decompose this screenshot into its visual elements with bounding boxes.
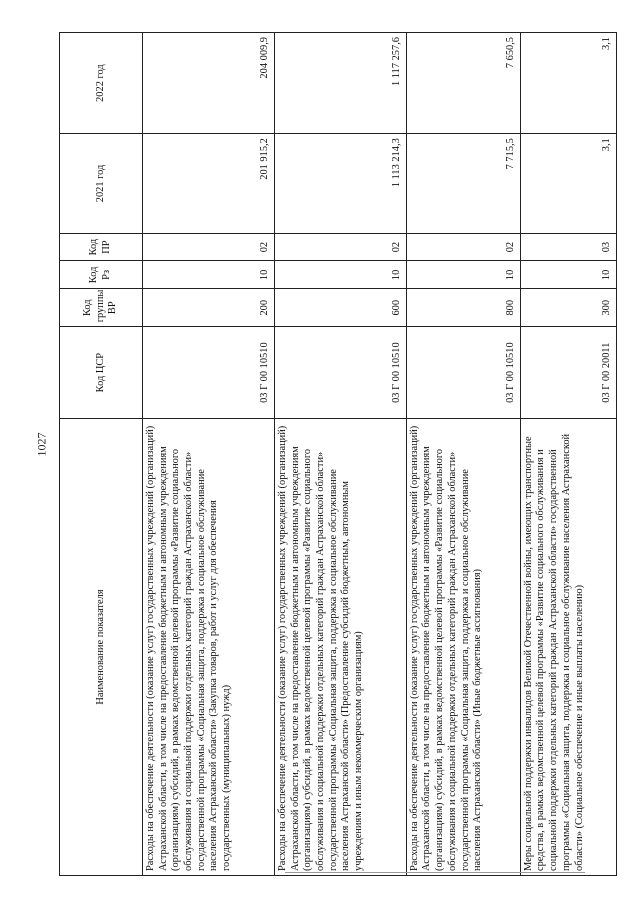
footer-rule: [285, 872, 585, 873]
row-2021: 201 915,2: [143, 134, 275, 233]
row-vr: 800: [406, 289, 520, 327]
row-2022: 7 650,5: [406, 33, 520, 134]
row-2022: 1 117 257,6: [274, 33, 406, 134]
row-pr: 02: [143, 233, 275, 261]
row-2021: 3,1: [520, 134, 616, 233]
row-2022: 204 009,9: [143, 33, 275, 134]
table-row: [143, 33, 275, 876]
row-csr: 03 Г 00 10510: [143, 327, 275, 419]
row-csr: 03 Г 00 20011: [520, 327, 616, 419]
row-pr: 02: [274, 233, 406, 261]
row-vr: 200: [143, 289, 275, 327]
table-header-row: [60, 33, 143, 876]
rotated-table-container: [59, 32, 617, 876]
row-rz: 10: [274, 261, 406, 289]
row-rz: 10: [143, 261, 275, 289]
header-2021: 2021 год: [60, 134, 143, 233]
table-row: [406, 33, 520, 876]
header-vr: Код группы ВР: [60, 289, 143, 327]
budget-table: [59, 32, 617, 876]
row-csr: 03 Г 00 10510: [274, 327, 406, 419]
row-rz: 10: [406, 261, 520, 289]
row-name: Расходы на обеспечение деятельности (оказание услуг) государственных учреждений (организаций) Астраханской области, в том числе на предоставление бюджетным и автономным учреждениям (организациям) субсидий, в рамках ведомственной целевой программы «Развитие социального обслуживания и социальной поддержки отдельных категорий граждан Астраханской области» государственной программы «Социальная защита, поддержка и социальное обслуживание населения Астраханской области» (Закупка товаров, работ и услуг для обеспечения государственных (муниципальных) нужд): [143, 419, 275, 876]
row-name: Расходы на обеспечение деятельности (оказание услуг) государственных учреждений (организаций) Астраханской области, в том числе на предоставление бюджетным и автономным учреждениям (организациям) субсидий, в рамках ведомственной целевой программы «Развитие социального обслуживания и социальной поддержки отдельных категорий граждан Астраханской области» государственной программы «Социальная защита, поддержка и социальное обслуживание населения Астраханской области» (Предоставление субсидий бюджетным, автономным учреждениям и иным некоммерческим организациям): [274, 419, 406, 876]
header-csr: Код ЦСР: [60, 327, 143, 419]
row-csr: 03 Г 00 10510: [406, 327, 520, 419]
row-name: Расходы на обеспечение деятельности (оказание услуг) государственных учреждений (организаций) Астраханской области, в том числе на предоставление бюджетным и автономным учреждениям (организациям) субсидий, в рамках ведомственной целевой программы «Развитие социального обслуживания и социальной поддержки отдельных категорий граждан Астраханской области» государственной программы «Социальная защита, поддержка и социальное обслуживание населения Астраханской области» (Иные бюджетные ассигнования): [406, 419, 520, 876]
header-pr: Код ПР: [60, 233, 143, 261]
row-2022: 3,1: [520, 33, 616, 134]
row-2021: 7 715,5: [406, 134, 520, 233]
row-vr: 600: [274, 289, 406, 327]
row-pr: 03: [520, 233, 616, 261]
page-number: 1027: [34, 432, 49, 457]
header-name: Наименование показателя: [60, 419, 143, 876]
header-2022: 2022 год: [60, 33, 143, 134]
table-row: [520, 33, 616, 876]
row-rz: 10: [520, 261, 616, 289]
header-rz: Код Рз: [60, 261, 143, 289]
row-pr: 02: [406, 233, 520, 261]
row-2021: 1 113 214,3: [274, 134, 406, 233]
row-name: Меры социальной поддержки инвалидов Великой Отечественной войны, имеющих транспортные средства, в рамках ведомственной целевой программы «Развитие социального обслуживания и социальной поддержки отдельных категорий граждан Астраханской области» государственной программы «Социальная защита, поддержка и социальное обслуживание населения Астраханской области» (Социальное обеспечение и иные выплаты населению): [520, 419, 616, 876]
table-row: [274, 33, 406, 876]
row-vr: 300: [520, 289, 616, 327]
